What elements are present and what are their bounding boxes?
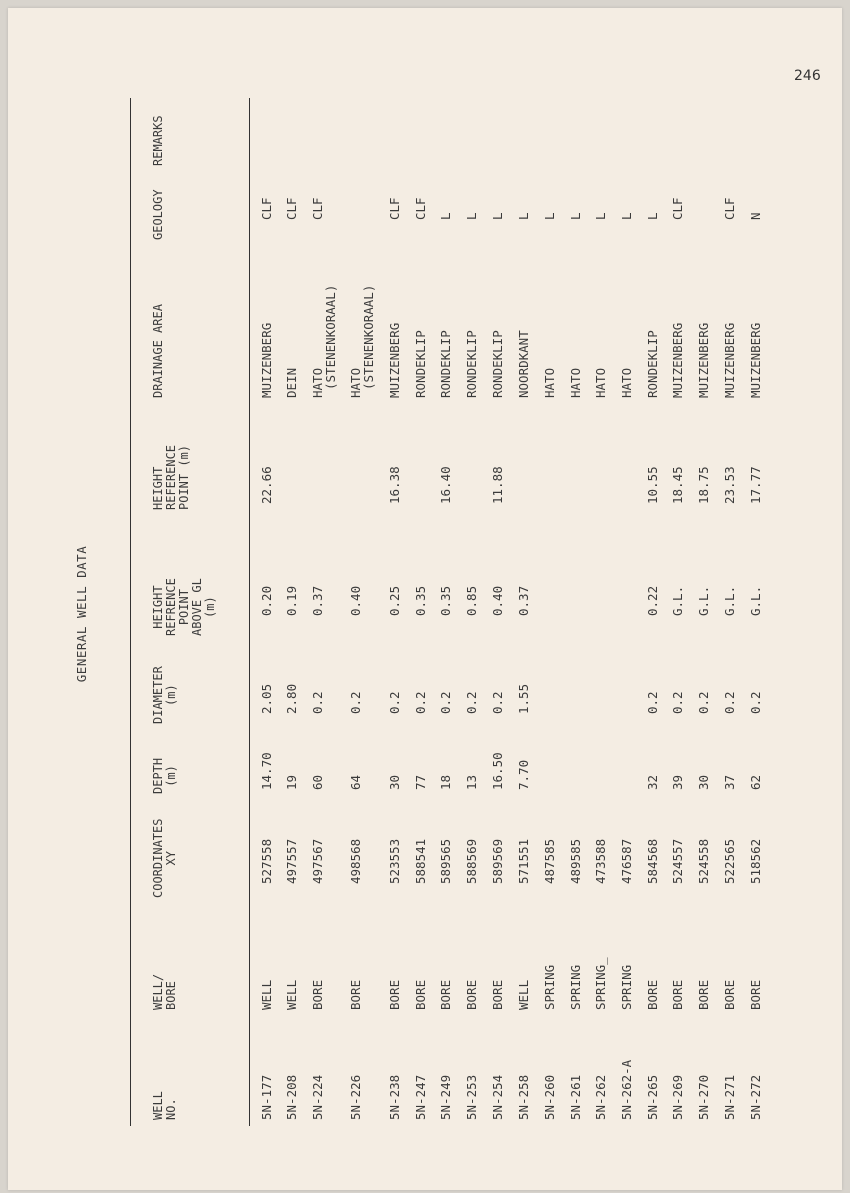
- table-row: [438, 78, 458, 1150]
- cell-diameter: 0.2: [310, 691, 325, 714]
- cell-diameter: 2.80: [284, 683, 299, 714]
- cell-diameter: 0.2: [438, 691, 453, 714]
- cell-diameter: 2.05: [259, 683, 274, 714]
- cell-well-bore: SPRING: [542, 964, 557, 1010]
- cell-well-bore: BORE: [348, 979, 363, 1010]
- cell-coordinates: 571551: [516, 838, 531, 884]
- cell-diameter: 0.2: [348, 691, 363, 714]
- cell-well-bore: BORE: [438, 979, 453, 1010]
- cell-height-ref-gl: G.L.: [696, 585, 711, 616]
- cell-well-no: 5N-177: [259, 1074, 274, 1120]
- cell-coordinates: 524558: [696, 838, 711, 884]
- header-diameter: DIAMETER (m): [151, 666, 178, 724]
- cell-well-bore: BORE: [464, 979, 479, 1010]
- cell-drainage-area: RONDEKLIP: [645, 330, 660, 398]
- cell-geology: CLF: [387, 197, 402, 220]
- cell-well-bore: SPRING: [619, 964, 634, 1010]
- cell-height-ref: 18.45: [670, 466, 685, 504]
- cell-well-bore: BORE: [722, 979, 737, 1010]
- cell-coordinates: 584568: [645, 838, 660, 884]
- cell-geology: L: [645, 212, 660, 220]
- cell-well-no: 5N-262-A: [619, 1059, 634, 1120]
- cell-height-ref-gl: G.L.: [748, 585, 763, 616]
- cell-geology: CLF: [310, 197, 325, 220]
- table-row: [696, 78, 716, 1150]
- cell-depth: 77: [413, 774, 428, 790]
- cell-well-bore: BORE: [748, 979, 763, 1010]
- cell-height-ref: 22.66: [259, 466, 274, 504]
- cell-height-ref-gl: 0.85: [464, 585, 479, 616]
- cell-well-bore: SPRING_: [593, 957, 608, 1010]
- table-row: [348, 78, 376, 1150]
- cell-height-ref-gl: 0.37: [310, 585, 325, 616]
- header-remarks: REMARKS: [151, 115, 165, 166]
- cell-height-ref-gl: 0.35: [413, 585, 428, 616]
- cell-well-no: 5N-226: [348, 1074, 363, 1120]
- cell-diameter: 0.2: [464, 691, 479, 714]
- cell-drainage-area: RONDEKLIP: [438, 330, 453, 398]
- cell-geology: L: [542, 212, 557, 220]
- table-row: [310, 78, 338, 1150]
- cell-well-bore: WELL: [259, 979, 274, 1010]
- header-well-no: WELL NO.: [151, 1091, 178, 1120]
- cell-well-no: 5N-269: [670, 1074, 685, 1120]
- cell-drainage-area: MUIZENBERG: [259, 322, 274, 398]
- cell-coordinates: 473588: [593, 838, 608, 884]
- cell-drainage-area: HATO: [542, 367, 557, 398]
- cell-drainage-area: MUIZENBERG: [670, 322, 685, 398]
- cell-well-bore: BORE: [670, 979, 685, 1010]
- cell-coordinates: 518562: [748, 838, 763, 884]
- cell-drainage-area: HATO: [310, 367, 325, 398]
- cell-drainage-area-sub: (STENENKORAAL): [361, 284, 376, 390]
- cell-drainage-area: MUIZENBERG: [748, 322, 763, 398]
- cell-well-no: 5N-249: [438, 1074, 453, 1120]
- table-row: [490, 78, 510, 1150]
- cell-well-no: 5N-262: [593, 1074, 608, 1120]
- cell-geology: L: [516, 212, 531, 220]
- cell-depth: 60: [310, 774, 325, 790]
- cell-coordinates: 489585: [568, 838, 583, 884]
- cell-height-ref: 23.53: [722, 466, 737, 504]
- cell-drainage-area: RONDEKLIP: [464, 330, 479, 398]
- cell-well-bore: BORE: [645, 979, 660, 1010]
- header-height-ref-gl: HEIGHT REFRENCE POINT ABOVE GL (m): [151, 578, 217, 636]
- cell-well-bore: BORE: [387, 979, 402, 1010]
- cell-height-ref: 11.88: [490, 466, 505, 504]
- cell-drainage-area: RONDEKLIP: [413, 330, 428, 398]
- cell-geology: CLF: [259, 197, 274, 220]
- table-row: [542, 78, 562, 1150]
- cell-well-bore: BORE: [310, 979, 325, 1010]
- cell-drainage-area: MUIZENBERG: [387, 322, 402, 398]
- cell-well-bore: BORE: [696, 979, 711, 1010]
- rotated-table-frame: [74, 78, 844, 1150]
- cell-height-ref-gl: 0.40: [490, 585, 505, 616]
- cell-height-ref: 16.40: [438, 466, 453, 504]
- table-title: GENERAL WELL DATA: [74, 545, 89, 683]
- table-row: [748, 78, 768, 1150]
- cell-geology: CLF: [722, 197, 737, 220]
- cell-geology: L: [490, 212, 505, 220]
- table-row: [670, 78, 690, 1150]
- cell-height-ref-gl: G.L.: [670, 585, 685, 616]
- cell-well-bore: SPRING: [568, 964, 583, 1010]
- cell-well-no: 5N-258: [516, 1074, 531, 1120]
- table-row: [593, 78, 613, 1150]
- cell-coordinates: 487585: [542, 838, 557, 884]
- cell-diameter: 0.2: [490, 691, 505, 714]
- cell-drainage-area: HATO: [619, 367, 634, 398]
- cell-height-ref-gl: 0.35: [438, 585, 453, 616]
- cell-height-ref-gl: G.L.: [722, 585, 737, 616]
- cell-coordinates: 497557: [284, 838, 299, 884]
- cell-depth: 7.70: [516, 759, 531, 790]
- cell-well-no: 5N-271: [722, 1074, 737, 1120]
- table-row: [722, 78, 742, 1150]
- cell-coordinates: 522565: [722, 838, 737, 884]
- header-drainage-area: DRAINAGE AREA: [151, 304, 165, 398]
- cell-height-ref-gl: 0.40: [348, 585, 363, 616]
- header-well-bore: WELL/ BORE: [151, 973, 178, 1010]
- table-row: [387, 78, 407, 1150]
- cell-diameter: 0.2: [748, 691, 763, 714]
- cell-drainage-area: HATO: [593, 367, 608, 398]
- cell-well-no: 5N-265: [645, 1074, 660, 1120]
- cell-depth: 18: [438, 774, 453, 790]
- cell-coordinates: 498568: [348, 838, 363, 884]
- cell-diameter: 1.55: [516, 683, 531, 714]
- header-top-rule: [130, 98, 131, 1126]
- cell-drainage-area: MUIZENBERG: [722, 322, 737, 398]
- table-row: [464, 78, 484, 1150]
- cell-depth: 30: [696, 774, 711, 790]
- header-geology: GEOLOGY: [151, 189, 165, 240]
- cell-height-ref-gl: 0.37: [516, 585, 531, 616]
- cell-geology: CLF: [670, 197, 685, 220]
- cell-diameter: 0.2: [670, 691, 685, 714]
- cell-height-ref: 10.55: [645, 466, 660, 504]
- cell-coordinates: 588569: [464, 838, 479, 884]
- table-row: [619, 78, 639, 1150]
- cell-geology: L: [619, 212, 634, 220]
- cell-well-bore: BORE: [490, 979, 505, 1010]
- cell-geology: CLF: [284, 197, 299, 220]
- header-height-ref: HEIGHT REFERENCE POINT (m): [151, 444, 191, 510]
- cell-height-ref: 18.75: [696, 466, 711, 504]
- cell-depth: 14.70: [259, 752, 274, 790]
- header-coordinates: COORDINATES XY: [151, 818, 178, 898]
- cell-height-ref-gl: 0.19: [284, 585, 299, 616]
- cell-diameter: 0.2: [696, 691, 711, 714]
- cell-well-no: 5N-238: [387, 1074, 402, 1120]
- cell-diameter: 0.2: [645, 691, 660, 714]
- cell-coordinates: 588541: [413, 838, 428, 884]
- cell-coordinates: 523553: [387, 838, 402, 884]
- page-number: 246: [794, 68, 821, 84]
- cell-depth: 16.50: [490, 752, 505, 790]
- cell-depth: 62: [748, 774, 763, 790]
- cell-coordinates: 589569: [490, 838, 505, 884]
- cell-drainage-area: HATO: [568, 367, 583, 398]
- cell-depth: 64: [348, 774, 363, 790]
- header-bottom-rule: [249, 98, 250, 1126]
- cell-drainage-area: DEIN: [284, 367, 299, 398]
- cell-height-ref-gl: 0.22: [645, 585, 660, 616]
- cell-geology: L: [464, 212, 479, 220]
- table-row: [259, 78, 279, 1150]
- cell-coordinates: 589565: [438, 838, 453, 884]
- document-page: [8, 8, 842, 1190]
- cell-geology: L: [438, 212, 453, 220]
- cell-coordinates: 476587: [619, 838, 634, 884]
- cell-geology: CLF: [413, 197, 428, 220]
- cell-drainage-area-sub: (STENENKORAAL): [323, 284, 338, 390]
- cell-depth: 30: [387, 774, 402, 790]
- cell-well-no: 5N-270: [696, 1074, 711, 1120]
- cell-coordinates: 497567: [310, 838, 325, 884]
- cell-coordinates: 524557: [670, 838, 685, 884]
- table-row: [516, 78, 536, 1150]
- cell-height-ref-gl: 0.20: [259, 585, 274, 616]
- cell-well-no: 5N-261: [568, 1074, 583, 1120]
- cell-well-no: 5N-272: [748, 1074, 763, 1120]
- cell-geology: N: [748, 212, 763, 220]
- cell-well-no: 5N-224: [310, 1074, 325, 1120]
- cell-coordinates: 527558: [259, 838, 274, 884]
- cell-drainage-area: NOORDKANT: [516, 330, 531, 398]
- cell-height-ref-gl: 0.25: [387, 585, 402, 616]
- table-row: [413, 78, 433, 1150]
- cell-height-ref: 17.77: [748, 466, 763, 504]
- table-row: [645, 78, 665, 1150]
- cell-diameter: 0.2: [722, 691, 737, 714]
- cell-depth: 32: [645, 774, 660, 790]
- cell-well-no: 5N-247: [413, 1074, 428, 1120]
- cell-well-no: 5N-253: [464, 1074, 479, 1120]
- table-row: [568, 78, 588, 1150]
- cell-geology: L: [568, 212, 583, 220]
- cell-well-no: 5N-254: [490, 1074, 505, 1120]
- header-depth: DEPTH (m): [151, 757, 178, 794]
- cell-drainage-area: MUIZENBERG: [696, 322, 711, 398]
- cell-drainage-area: RONDEKLIP: [490, 330, 505, 398]
- cell-diameter: 0.2: [413, 691, 428, 714]
- cell-well-bore: WELL: [284, 979, 299, 1010]
- cell-well-bore: WELL: [516, 979, 531, 1010]
- cell-well-no: 5N-260: [542, 1074, 557, 1120]
- cell-well-no: 5N-208: [284, 1074, 299, 1120]
- cell-depth: 19: [284, 774, 299, 790]
- cell-diameter: 0.2: [387, 691, 402, 714]
- cell-well-bore: BORE: [413, 979, 428, 1010]
- cell-height-ref: 16.38: [387, 466, 402, 504]
- cell-depth: 39: [670, 774, 685, 790]
- cell-geology: L: [593, 212, 608, 220]
- cell-drainage-area: HATO: [348, 367, 363, 398]
- cell-depth: 37: [722, 774, 737, 790]
- table-row: [284, 78, 304, 1150]
- cell-depth: 13: [464, 774, 479, 790]
